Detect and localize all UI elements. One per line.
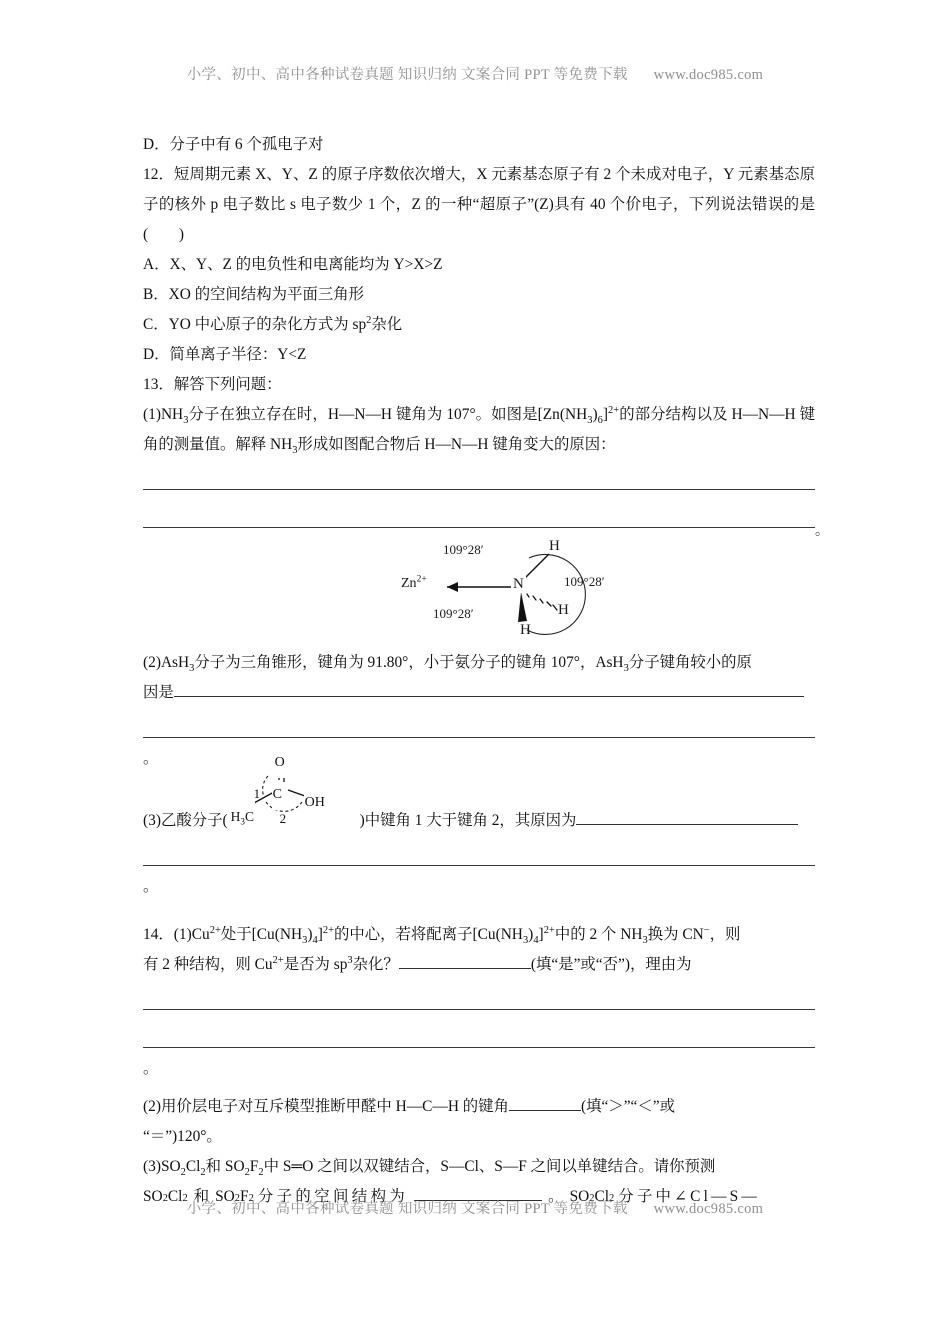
- watermark-url: www.doc985.com: [653, 67, 764, 83]
- q14-part2-line1: [143, 1092, 815, 1122]
- q13-p2-a: (2)AsH: [143, 654, 190, 671]
- q13-p1-c: ): [592, 406, 598, 423]
- q12-option-c-pre: C．YO 中心原子的杂化方式为 sp: [143, 316, 367, 333]
- q14-p1-sub3: 3: [522, 935, 529, 947]
- q14-p1-m: 杂化？: [352, 956, 399, 973]
- q14-p1-i: 换为 CN: [647, 926, 704, 943]
- q14-p1-period: 。: [143, 1060, 159, 1077]
- watermark-text: 小学、初中、高中各种试卷真题 知识归纳 文案合同 PPT 等免费下载: [186, 1201, 628, 1217]
- acetic-acid-structure-figure: [228, 755, 360, 827]
- methyl-sub: 3: [240, 816, 245, 827]
- answer-rule: [143, 737, 815, 738]
- q14-p1-b: 处于[Cu(NH: [220, 926, 303, 943]
- q14-p1-f: ): [528, 926, 534, 943]
- q13-p1-d: ]: [602, 406, 608, 423]
- q13-p1-sub2: 3: [587, 415, 593, 427]
- q14-p4-f: 分子的空间结构为: [257, 1188, 409, 1205]
- methyl-h: H: [230, 809, 241, 824]
- q14-p1-a: 14．(1)Cu: [143, 926, 210, 943]
- q14-p2-inline-blank[interactable]: [509, 1095, 581, 1111]
- q14-p1-n: (填“是”或“否”)，理由为: [530, 956, 692, 973]
- footer-watermark: [0, 1197, 950, 1218]
- bond-angle-right: 109°28′: [564, 574, 605, 589]
- q14-p1-sub2: 4: [312, 935, 318, 947]
- header-watermark: [0, 63, 950, 84]
- q14-p4-b: Cl: [167, 1188, 183, 1205]
- q14-p1-sub4: 4: [533, 935, 539, 947]
- q13-p2-c: 分子键角较小的原: [628, 654, 752, 671]
- q13-p1-sub1: 3: [183, 415, 189, 427]
- q12-option-a: A．X、Y、Z 的电负性和电离能均为 Y>X>Z: [143, 256, 443, 273]
- q14-part3-line2: SO 2 Cl 2 和 SO 2 F 2 分子的空间结构为 。 SO 2 Cl 2 分子中∠Cl—S—: [143, 1182, 815, 1212]
- q13-p1-answer-line-2[interactable]: [143, 498, 829, 539]
- q12-stem: 12．短周期元素 X、Y、Z 的原子序数依次增大，X 元素基态原子有 2 个未成对电子，Y 元素基态原子的核外 p 电子数比 s 电子数少 1 个，Z 的一种“超原子”(Z)具有 40 个价电子，下列说法错误的是( ): [143, 166, 815, 243]
- q14-p1-sup1: 2+: [209, 924, 221, 936]
- answer-rule: [143, 1047, 815, 1048]
- answer-rule: [143, 1009, 815, 1010]
- q14-p1-line2: [143, 950, 815, 980]
- q13-p2-answer-line-2[interactable]: [143, 708, 815, 746]
- answer-rule: [143, 527, 815, 528]
- answer-rule: [143, 489, 815, 490]
- q13-p2-inline-blank[interactable]: [174, 681, 804, 697]
- q14-p3-e: 中 S═O 之间以双键结合，S—Cl、S—F 之间以单键结合。请你预测: [263, 1158, 716, 1175]
- q14-p3-sub2: 2: [200, 1167, 206, 1179]
- q12-option-d: D．简单离子半径：Y<Z: [143, 346, 307, 363]
- q14-p4-g: 。: [548, 1188, 564, 1205]
- q13-p1-e: 的部分结构以及 H—N—H 键角的测量值。解释 NH: [143, 406, 816, 453]
- q13-p2-sub2: 3: [623, 663, 629, 675]
- q14-p3-sub3: 2: [244, 1167, 250, 1179]
- document-body: [143, 130, 829, 1212]
- angle-label-2: 2: [279, 811, 287, 826]
- q14-p3-b: Cl: [185, 1158, 201, 1175]
- q14-p3-c: 和 SO: [205, 1158, 245, 1175]
- zn-ammine-structure-figure: [143, 536, 815, 648]
- q13-p1-b: 分子在独立存在时，H—N—H 键角为 107°。如图是[Zn(NH: [188, 406, 588, 423]
- q13-p1-sup: 2+: [607, 404, 620, 416]
- q13-p1-f: 形成如图配合物后 H—N—H 键角变大的原因：: [297, 436, 616, 453]
- q14-p1-l: 是否为 sp: [283, 956, 348, 973]
- q12-option-c-post: 杂化: [371, 316, 403, 333]
- q14-p1-k: 有 2 种结构，则 Cu: [143, 956, 273, 973]
- q13-p3-answer-line-2[interactable]: [143, 836, 815, 874]
- q14-p4-j: 分子中∠Cl—S—: [618, 1188, 761, 1205]
- q14-p4-e: F: [240, 1188, 249, 1205]
- q14-p1-sup4: −: [703, 924, 710, 936]
- q13-p1-answer-line-1[interactable]: [143, 460, 815, 498]
- q14-p4-d: SO: [215, 1188, 235, 1205]
- methyl-label: [230, 802, 255, 832]
- q14-p3-sub1: 2: [180, 1167, 186, 1179]
- q13-p2-b: 分子为三角锥形，键角为 91.80°，小于氨分子的键角 107°，AsH: [194, 654, 624, 671]
- carbonyl-carbon-label: C: [272, 780, 283, 810]
- nitrogen-atom-label: N: [513, 576, 524, 592]
- answer-rule: [143, 865, 815, 866]
- q11-option-d: D．分子中有 6 个孤电子对: [143, 136, 324, 153]
- bond-angle-bottom-left: 109°28′: [433, 606, 474, 621]
- q14-p2-a: (2)用价层电子对互斥模型推断甲醛中 H—C—H 的键角: [143, 1098, 509, 1115]
- q14-p1-h: 中的 2 个 NH: [554, 926, 643, 943]
- q13-p2-d: 因是: [143, 684, 174, 701]
- watermark-url: www.doc985.com: [653, 1201, 764, 1217]
- bond-angle-top-left: 109°28′: [443, 542, 484, 557]
- zn-text: Zn: [401, 576, 417, 591]
- q13-part2-text: [143, 648, 815, 678]
- q14-p1-j: ，则: [709, 926, 741, 943]
- q13-p1-a: (1)NH: [143, 406, 184, 423]
- q13-p2-answer-start: [143, 678, 815, 708]
- q14-p1-e: 的中心，若将配离子[Cu(NH: [333, 926, 523, 943]
- q13-part1-text: [143, 400, 815, 460]
- zn-charge: 2+: [416, 574, 427, 585]
- q13-stem: 13．解答下列问题：: [143, 376, 282, 393]
- q14-p1-sup6: 3: [347, 954, 353, 966]
- q14-p4-a: SO: [143, 1188, 163, 1205]
- q13-p2-period: 。: [143, 750, 159, 767]
- q13-p2-sub1: 3: [189, 663, 195, 675]
- q14-p1-sub5: 3: [642, 935, 648, 947]
- q14-p3-a: (3)SO: [143, 1158, 181, 1175]
- hydroxyl-label: OH: [304, 788, 326, 818]
- q13-p3-a: (3)乙酸分子(: [143, 812, 228, 829]
- hydrogen-right-label: H: [558, 602, 569, 618]
- q14-p1-sub1: 3: [302, 935, 308, 947]
- q13-p3-b: )中键角 1 大于键角 2，其原因为: [359, 812, 577, 829]
- q14-p4-i: Cl: [594, 1188, 610, 1205]
- hydrogen-top-label: H: [549, 538, 560, 554]
- q14-p4-c: 和: [193, 1188, 210, 1205]
- q14-p1-sup3: 2+: [543, 924, 555, 936]
- angle-label-1: 1: [253, 786, 261, 801]
- q13-p3-period: 。: [143, 878, 159, 895]
- q14-p1-g: ]: [538, 926, 544, 943]
- q14-p1-answer-line-2[interactable]: [143, 1018, 815, 1056]
- hydrogen-bottom-label: H: [520, 622, 531, 638]
- q14-p1-inline-blank[interactable]: [399, 953, 531, 969]
- q14-part3-line1: [143, 1152, 815, 1182]
- q14-part2-line2: “＝”)120°。: [143, 1128, 222, 1145]
- q14-p1-sup5: 2+: [272, 954, 284, 966]
- zn-ion-label: [401, 576, 427, 592]
- q14-p1-d: ]: [317, 926, 323, 943]
- q14-p3-sub4: 2: [258, 1167, 264, 1179]
- q13-p1-sub3: 6: [597, 415, 603, 427]
- period-mark: 。: [815, 524, 829, 539]
- q13-p3-inline-blank[interactable]: [576, 809, 798, 825]
- q12-option-c-sup: 2: [366, 314, 372, 326]
- q14-p1-answer-line-1[interactable]: [143, 980, 815, 1018]
- q14-p1-sup2: 2+: [322, 924, 334, 936]
- q14-part1-text: [143, 920, 815, 950]
- methyl-c: C: [244, 809, 254, 824]
- q14-p3-d: F: [249, 1158, 259, 1175]
- q12-option-b: B．XO 的空间结构为平面三角形: [143, 286, 365, 303]
- q14-p4-h: SO: [569, 1188, 590, 1205]
- watermark-text: 小学、初中、高中各种试卷真题 知识归纳 文案合同 PPT 等免费下载: [186, 67, 628, 83]
- q14-p1-c: ): [307, 926, 313, 943]
- q14-p2-b: (填“＞”“＜”或: [580, 1098, 675, 1115]
- carbonyl-oxygen-label: O: [274, 748, 286, 778]
- q12-option-c: [143, 310, 815, 340]
- q13-part3-text: [143, 755, 815, 836]
- q13-p1-sub4: 3: [292, 445, 298, 457]
